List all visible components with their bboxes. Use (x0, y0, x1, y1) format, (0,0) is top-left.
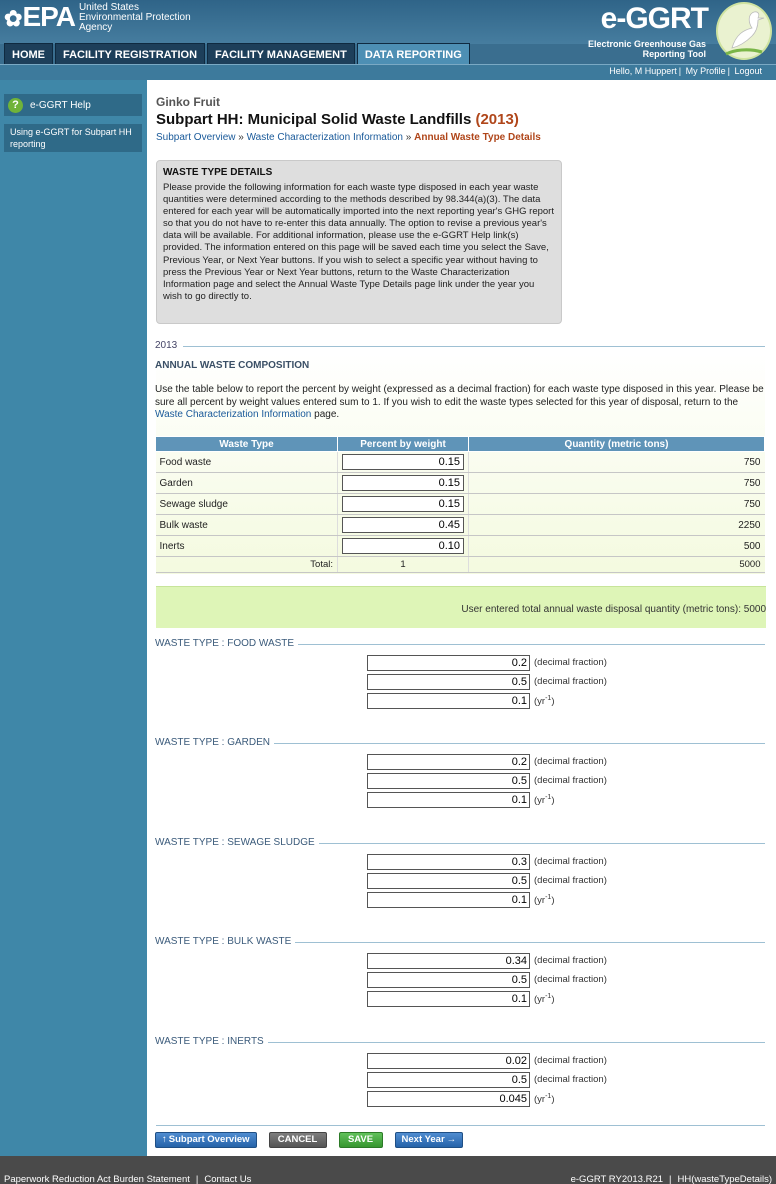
agency-name: United States Environmental Protection Agency (78, 2, 191, 33)
doc-input-food-waste[interactable] (367, 655, 530, 671)
waste-characterization-link[interactable]: Waste Characterization Information (155, 409, 312, 420)
k-input-garden[interactable] (367, 792, 530, 808)
percent-input-bulk-waste[interactable] (342, 517, 464, 533)
tab-home[interactable]: HOME (4, 43, 53, 65)
table-total-row: Total: 1 5000 (156, 557, 765, 573)
waste-block-sewage-sludge: WASTE TYPE : SEWAGE SLUDGE 0.3 (decimal fraction) 0.5 (decimal fraction) 0.1 $(yr^{-1})$ (147, 837, 776, 933)
contact-us-link[interactable]: Contact Us (204, 1174, 252, 1184)
docf-input-inerts[interactable] (367, 1072, 530, 1088)
next-year-button[interactable]: Next Year → (395, 1132, 464, 1148)
doc-input-bulk-waste[interactable] (367, 953, 530, 969)
waste-block-heading: WASTE TYPE : FOOD WASTE (155, 638, 298, 649)
breadcrumb-current: Annual Waste Type Details (414, 132, 541, 143)
docf-input-garden[interactable] (367, 773, 530, 789)
egret-bird-icon (716, 2, 772, 60)
k-input-food-waste[interactable] (367, 693, 530, 709)
waste-block-garden: WASTE TYPE : GARDEN 0.2 (decimal fraction) 0.5 (decimal fraction) 0.1 $(yr^{-1})$ (147, 737, 776, 833)
logout-link[interactable]: Logout (734, 66, 762, 76)
percent-input-food-waste[interactable] (342, 454, 464, 470)
help-question-icon: ? (8, 98, 23, 113)
year-divider (183, 346, 765, 347)
docf-input-food-waste[interactable] (367, 674, 530, 690)
table-row: Garden 0.15 750 (156, 473, 765, 494)
epa-flower-icon: ✿ (4, 6, 22, 31)
table-row: Inerts 0.10 500 (156, 536, 765, 557)
waste-type-table (155, 436, 765, 573)
doc-input-garden[interactable] (367, 754, 530, 770)
paperwork-link[interactable]: Paperwork Reduction Act Burden Statement (4, 1174, 190, 1184)
table-row: Bulk waste 0.45 2250 (156, 515, 765, 536)
tab-facility-registration[interactable]: FACILITY REGISTRATION (55, 43, 205, 65)
footer-left: Paperwork Reduction Act Burden Statement | Contact Us (4, 1174, 252, 1184)
info-heading: WASTE TYPE DETAILS (163, 167, 273, 178)
help-title: e-GGRT Help (30, 99, 91, 111)
epa-logo[interactable] (4, 2, 191, 34)
year-label: 2013 (155, 340, 178, 351)
page-title: Subpart HH: Municipal Solid Waste Landfills (2013) (156, 111, 519, 128)
save-button[interactable]: SAVE (339, 1132, 383, 1148)
app-title: e-GGRT (600, 2, 708, 35)
user-links: Hello, M Huppert | My Profile | Logout (609, 66, 762, 76)
help-header[interactable] (4, 94, 142, 116)
tab-facility-management[interactable]: FACILITY MANAGEMENT (207, 43, 355, 65)
docf-input-sewage-sludge[interactable] (367, 873, 530, 889)
waste-block-heading: WASTE TYPE : INERTS (155, 1036, 268, 1047)
header (0, 0, 776, 64)
waste-block-bulk-waste: WASTE TYPE : BULK WASTE 0.34 (decimal fraction) 0.5 (decimal fraction) 0.1 $(yr^{-1})$ (147, 936, 776, 1032)
help-link-subpart-hh[interactable]: Using e-GGRT for Subpart HH reporting (4, 124, 142, 152)
col-quantity: Quantity (metric tons) (469, 437, 765, 452)
breadcrumb: Subpart Overview » Waste Characterization Information » Annual Waste Type Details (156, 132, 541, 143)
k-input-inerts[interactable] (367, 1091, 530, 1107)
k-input-bulk-waste[interactable] (367, 991, 530, 1007)
cancel-button[interactable]: CANCEL (269, 1132, 327, 1148)
k-input-sewage-sludge[interactable] (367, 892, 530, 908)
doc-input-sewage-sludge[interactable] (367, 854, 530, 870)
my-profile-link[interactable]: My Profile (685, 66, 726, 76)
main-content (147, 80, 776, 1156)
user-total-panel (156, 586, 766, 628)
facility-name: Ginko Fruit (156, 95, 220, 109)
table-header-row (156, 437, 765, 452)
section-heading: ANNUAL WASTE COMPOSITION (155, 360, 310, 371)
doc-input-inerts[interactable] (367, 1053, 530, 1069)
info-box (156, 160, 562, 324)
table-row: Food waste 0.15 750 (156, 452, 765, 473)
col-waste-type: Waste Type (156, 437, 338, 452)
arrow-right-icon: → (446, 1134, 457, 1145)
version-label: e-GGRT RY2013.R21 (570, 1174, 664, 1184)
arrow-up-icon: ↑ (162, 1134, 167, 1145)
waste-block-heading: WASTE TYPE : SEWAGE SLUDGE (155, 837, 319, 848)
action-buttons (155, 1132, 463, 1148)
app-subtitle: Electronic Greenhouse Gas Reporting Tool (587, 39, 706, 59)
col-percent: Percent by weight (338, 437, 469, 452)
percent-input-inerts[interactable] (342, 538, 464, 554)
intro-text: Use the table below to report the percent by weight (expressed as a decimal fraction) for each waste type disposed in this year. Please be sure all percent by weight values entered sum to 1. If you wish to edit the waste types selected for this year of disposal, return to the Waste Characterization Information page. (155, 384, 764, 420)
page-title-year: (2013) (475, 111, 519, 128)
user-total-text: User entered total annual waste disposal quantity (metric tons): 5000 (461, 604, 766, 615)
main-nav-tabs (4, 43, 470, 65)
breadcrumb-waste-characterization[interactable]: Waste Characterization Information (246, 132, 403, 143)
footer (0, 1156, 776, 1184)
waste-block-food-waste: WASTE TYPE : FOOD WASTE 0.2 (decimal fraction) 0.5 (decimal fraction) 0.1 $(yr^{-1})$ (147, 638, 776, 734)
eggrt-logo (572, 2, 772, 62)
percent-input-garden[interactable] (342, 475, 464, 491)
subpart-overview-button[interactable]: ↑ Subpart Overview (155, 1132, 257, 1148)
sidebar (0, 80, 147, 1156)
tab-data-reporting[interactable]: DATA REPORTING (357, 43, 470, 65)
actions-divider (156, 1125, 765, 1126)
epa-mark: ✿EPA (4, 1, 75, 32)
footer-right: e-GGRT RY2013.R21 | HH(wasteTypeDetails) (570, 1174, 772, 1184)
waste-block-heading: WASTE TYPE : BULK WASTE (155, 936, 295, 947)
waste-block-heading: WASTE TYPE : GARDEN (155, 737, 274, 748)
docf-input-bulk-waste[interactable] (367, 972, 530, 988)
page-id-label: HH(wasteTypeDetails) (677, 1174, 772, 1184)
table-row: Sewage sludge 0.15 750 (156, 494, 765, 515)
percent-input-sewage-sludge[interactable] (342, 496, 464, 512)
waste-block-inerts: WASTE TYPE : INERTS 0.02 (decimal fraction) 0.5 (decimal fraction) 0.045 $(yr^{-1})$ (147, 1036, 776, 1132)
info-text: Please provide the following information for each waste type disposed in each year waste quantities were determined according to the methods described by 98.344(a)(3). The data entered for each year will be automatically imported into the next reporting year's GHG report so that you do not have to re-enter this data annually. The option to revise a previous year's data will be available. For additional information, please use the e-GGRT Help link(s) provided. The information entered on this page will be saved each time you select the Save, Previous Year, or Next Year buttons. If you wish to select a specific year without having to press the Previous Year or Next Year buttons, return to the Waste Characterization Information page and select the Annual Waste Type Details page link under the year you wish to go directly to. (163, 182, 554, 302)
greeting: Hello, M Huppert (609, 66, 677, 76)
breadcrumb-subpart-overview[interactable]: Subpart Overview (156, 132, 236, 143)
